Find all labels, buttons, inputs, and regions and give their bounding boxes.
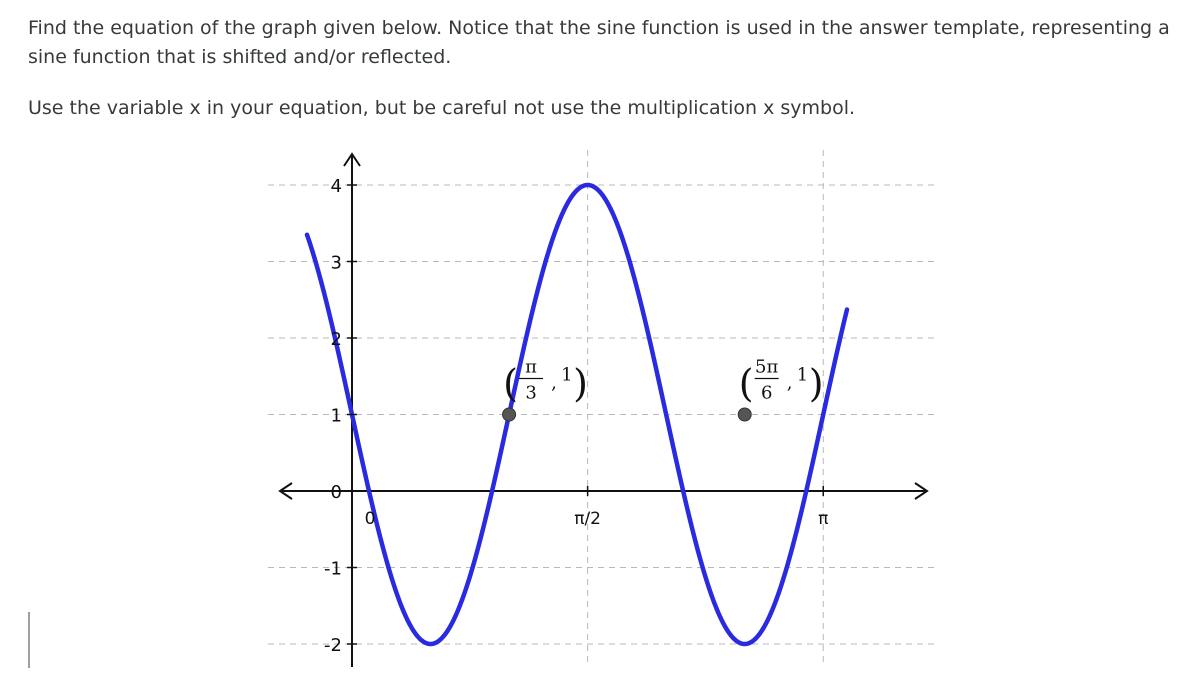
y-tick-label: -1 bbox=[324, 558, 342, 580]
y-tick-label: 4 bbox=[330, 176, 342, 197]
x-tick-label: π/2 bbox=[574, 509, 602, 529]
labeled-point bbox=[738, 408, 751, 421]
paren-close: ) bbox=[808, 361, 824, 406]
point-y-value: 1 bbox=[796, 364, 809, 386]
y-tick-label: -2 bbox=[324, 635, 342, 656]
x-tick-label: π bbox=[818, 509, 829, 529]
paren-open: ( bbox=[738, 361, 754, 406]
comma: , bbox=[786, 372, 793, 394]
point-label bbox=[739, 357, 824, 406]
point-label bbox=[503, 357, 588, 406]
axes bbox=[280, 154, 927, 667]
y-tick-label: 3 bbox=[330, 252, 342, 274]
fraction-numerator: 5π bbox=[755, 356, 779, 378]
comma: , bbox=[551, 372, 557, 394]
question-line-2: Use the variable x in your equation, but be careful not use the multiplication x symbol. bbox=[28, 97, 856, 119]
y-tick-label: 2 bbox=[330, 329, 342, 350]
labeled-points bbox=[503, 357, 824, 422]
point-y-value: 1 bbox=[561, 364, 573, 386]
y-tick-label: 0 bbox=[330, 482, 342, 503]
y-tick-label: 1 bbox=[330, 405, 342, 427]
paren-close: ) bbox=[573, 361, 588, 406]
x-tick-label: 0 bbox=[364, 509, 376, 529]
question-line-1: Find the equation of the graph given below. Notice that the sine function is used in the answer template, representing a sine function that is shifted and/or reflected. bbox=[28, 17, 1170, 68]
tick-labels bbox=[324, 176, 828, 656]
paren-open: ( bbox=[503, 361, 518, 406]
grid bbox=[268, 150, 935, 665]
labeled-point bbox=[503, 408, 516, 421]
fraction-denominator: 6 bbox=[760, 382, 773, 404]
fraction-denominator: 3 bbox=[525, 382, 537, 404]
fraction-numerator: π bbox=[525, 356, 538, 378]
left-border-rule bbox=[28, 612, 30, 668]
